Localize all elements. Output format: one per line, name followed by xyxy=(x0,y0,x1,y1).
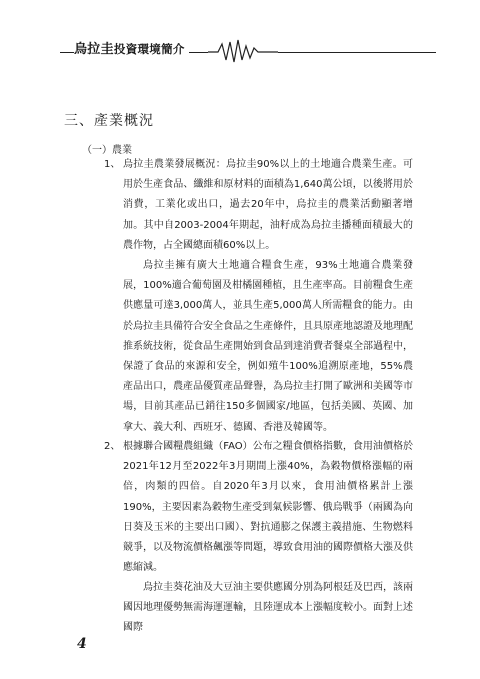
paragraph: 烏拉圭葵花油及大豆油主要供應國分別為阿根廷及巴西，該兩國因地理優勢無需海運運輸，且陸運成本上漲幅度較小。面對上述國際 xyxy=(123,582,413,634)
paragraph: 根據聯合國糧農組織（FAO）公布之糧食價格指數，食用油價格於2021年12月至2022年3月期間上漲40%，為穀物價格漲幅的兩倍，肉類的四倍。自2020年3月以來，食用油價格累計上漲190%，主要因素為穀物生產受到氣候影響、俄烏戰爭（兩國為向日葵及玉米的主要出口國）、對抗通膨之保護主義措施、生物燃料競爭，以及物流價格飆漲等問題，導致食用油的國際價格大漲及供應縮減。 xyxy=(123,441,413,574)
section-title: 三、產業概況 xyxy=(64,113,154,129)
header-title xyxy=(74,38,189,57)
paragraph: 烏拉圭擁有廣大土地適合糧食生產，93%土地適合農業發展，100%適合葡萄園及柑橘園種植，且生產率高。目前糧食生產供應量可達3,000萬人，並具生產5,000萬人所需糧食的能力。由於烏拉圭具備符合安全食品之生產條件，且具原產地認證及地理配推系統技術，從食品生產開始到食品到達消費者餐桌全部過程中，保證了食品的來源和安全，例如殖牛100%追溯原產地，55%農產品出口，農產品優質產品聲譽，為烏拉圭打開了歐洲和美國等市場，目前其產品已銷往150多個國家/地區，包括美國、英國、加拿大、義大利、西班牙、德國、香港及韓國等。 xyxy=(123,260,413,433)
paragraph: 烏拉圭農業發展概況：烏拉圭90%以上的土地適合農業生產。可用於生產食品、纖維和原材料的面積為1,640萬公頃，以後將用於消費，工業化或出口，過去20年中，烏拉圭的農業活動顯著增加。其中自2003-2004年期起，油籽成為烏拉圭播種面積最大的農作物，占全國總面積60%以上。 xyxy=(123,159,413,251)
subsection-title: （一）農業 xyxy=(82,145,132,156)
heartbeat-wave-icon xyxy=(208,36,278,66)
page-number: 4 xyxy=(77,636,87,652)
item-number: 1、 xyxy=(104,159,121,170)
header-title-main: 烏拉圭 xyxy=(74,42,114,57)
header-title-sub: 投資環境簡介 xyxy=(113,42,185,56)
item-number: 2、 xyxy=(104,441,121,452)
